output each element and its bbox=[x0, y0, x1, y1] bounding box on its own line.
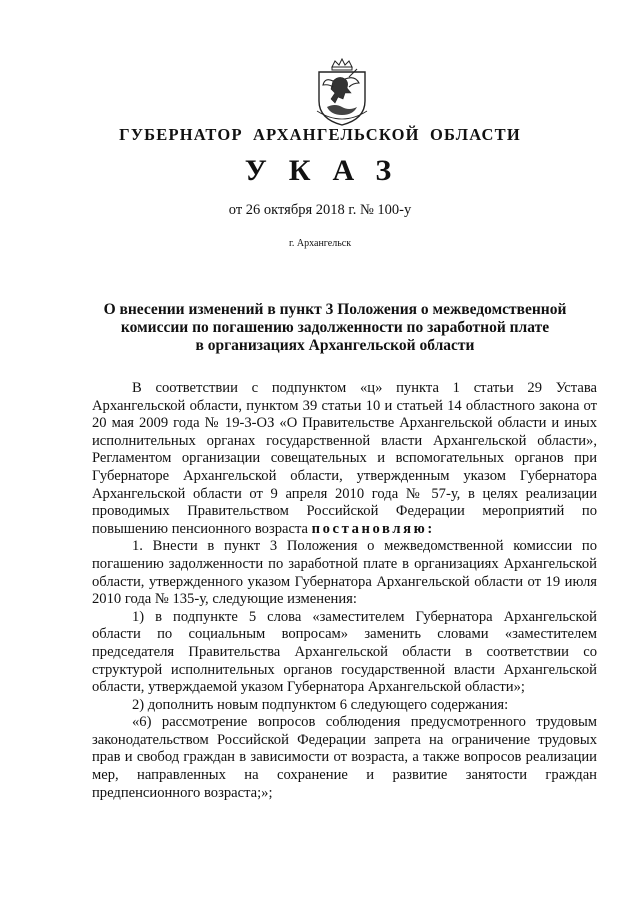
document-title-line: комиссии по погашению задолженности по заработной плате bbox=[120, 319, 550, 336]
document-title bbox=[80, 301, 590, 355]
preamble-text: В соответствии с подпунктом «ц» пункта 1 статьи 29 Устава Архангельской области, пунктом 39 статьи 10 и статьей 14 областного закона от 20 мая 2009 года № 19-3-ОЗ «О Правительстве Архангельской области и иных исполнительных органах государственной власти Архангельской области», Регламентом организации совещательных и вспомогательных органов при Губернаторе Архангельской области, утвержденным указом Губернатора Архангельской области от 9 апреля 2010 года № 57-у, в целях реализации проводимых Правительством Российской Федерации мероприятий по повышению пенсионного возраста bbox=[92, 380, 597, 537]
document-city: г. Архангельск bbox=[288, 238, 352, 249]
issuing-authority-heading: ГУБЕРНАТОР АРХАНГЕЛЬСКОЙ ОБЛАСТИ bbox=[119, 125, 521, 144]
decree-word: постановляю: bbox=[311, 520, 435, 537]
document-body bbox=[92, 380, 597, 802]
body-paragraph: 1) в подпункте 5 слова «заместителем Губернатора Архангельской области по социальным вопросам» заменить словами «заместителем председателя Правительства Архангельской области в соответствии со структурой исполнительных органов государственной власти Архангельской области, утверждаемой указом Губернатора Архангельской области»; bbox=[92, 608, 597, 696]
preamble-paragraph bbox=[92, 380, 597, 538]
document-date-number: от 26 октября 2018 г. № 100-у bbox=[228, 202, 412, 218]
document-title-line: О внесении изменений в пункт 3 Положения о межведомственной bbox=[103, 301, 567, 318]
body-paragraph: 2) дополнить новым подпунктом 6 следующего содержания: bbox=[132, 696, 509, 713]
document-title-line: в организациях Архангельской области bbox=[195, 337, 475, 354]
coat-of-arms-emblem-icon bbox=[311, 57, 373, 127]
body-paragraph: 1. Внести в пункт 3 Положения о межведомственной комиссии по погашению задолженности по заработной плате в организациях Архангельской области, утвержденного указом Губернатора Архангельской области от 19 июля 2010 года № 135-у, следующие изменения: bbox=[92, 538, 597, 608]
body-paragraph: «6) рассмотрение вопросов соблюдения предусмотренного трудовым законодательством Российской Федерации запрета на ограничение трудовых прав и свобод граждан в зависимости от возраста, а также вопросов реализации мер, направленных на сохранение и развитие занятости граждан предпенсионного возраста;»; bbox=[92, 714, 597, 801]
document-type-heading: УКАЗ bbox=[244, 154, 414, 187]
